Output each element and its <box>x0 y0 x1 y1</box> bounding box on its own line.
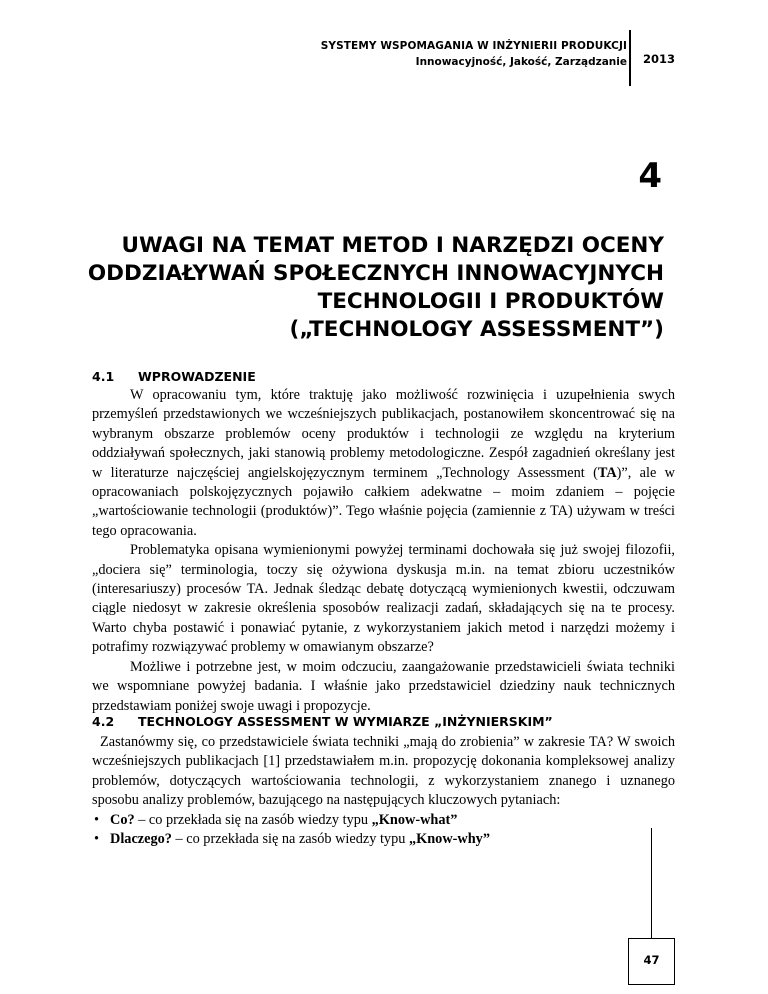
knowledge-type: „Know-why” <box>408 831 490 848</box>
section-heading-introduction <box>92 369 256 385</box>
chapter-title <box>44 232 664 344</box>
journal-subtitle: Innowacyjność, Jakość, Zarządzanie <box>415 56 627 68</box>
paragraph-text: W opracowaniu tym, które traktuję jako możliwość rozwinięcia i uzupełnienia swych przemyśleń przedstawionych we wcześniejszych publikacjach, postanowiłem skoncentrować się na wybranym obszarze problemów oceny produktów i technologii ze względu na kryterium oddziaływań społecznych, jaki stanowią problemy metodologiczne. Zespół zagadnień określany jest w literaturze najczęściej angielskojęzycznym terminem „Technology Assessment ( <box>92 387 675 481</box>
list-item <box>92 830 675 849</box>
running-header <box>321 38 627 70</box>
chapter-title-line: („TECHNOLOGY ASSESSMENT”) <box>289 317 664 342</box>
section-body-introduction <box>92 386 675 716</box>
footer-divider <box>651 828 652 938</box>
chapter-title-line: ODDZIAŁYWAŃ SPOŁECZNYCH INNOWACYJNYCH <box>87 261 664 286</box>
question-label: Dlaczego? <box>110 831 172 848</box>
bullet-icon: • <box>94 831 100 848</box>
journal-title: SYSTEMY WSPOMAGANIA W INŻYNIERII PRODUKCJI <box>320 40 627 52</box>
section-title: TECHNOLOGY ASSESSMENT W WYMIARZE „INŻYNIERSKIM” <box>138 714 553 729</box>
list-item-text: – co przekłada się na zasób wiedzy typu <box>134 811 372 828</box>
section-title: WPROWADZENIE <box>138 369 256 384</box>
page-number: 47 <box>643 953 660 967</box>
chapter-title-line: TECHNOLOGII I PRODUKTÓW <box>317 289 664 314</box>
section-number: 4.1 <box>92 369 115 384</box>
paragraph-text: )”, ale w opracowaniach polskojęzycznych pojawiło całkiem adekwatne – moim zdaniem – pojęcie „wartościowanie technologii (produktów)”. Tego właśnie pojęcia (zamiennie z TA) używam w treści tego opracowania. <box>92 464 675 539</box>
header-divider <box>629 30 631 86</box>
paragraph: Problematyka opisana wymienionymi powyżej terminami dochowała się już swojej filozofii, „dociera się” terminologia, toczy się ożywiona dyskusja m.in. na temat zbioru uczestników (interesariuszy) procesów TA. Jednak śledząc debatę dotyczącą wymienionych kwestii, odczuwam ciągle niedosyt w zakresie określenia sposobów realizacji zadań, składających się na te procesy. Warto chyba postawić i ponawiać pytanie, z wykorzystaniem jakich metod i narzędzi możemy i potrafimy rozwiązywać problemy w omawianym obszarze? <box>92 542 675 656</box>
paragraph: Zastanówmy się, co przedstawiciele świata techniki „mają do zrobienia” w zakresie TA? W swoich wcześniejszych publikacjach [1] przedstawiałem m.in. propozycję dokonania kompleksowej analizy problemów, dotyczących wartościowania technologii, z wykorzystaniem znanego i uznanego sposobu analizy problemów, bazującego na następujących kluczowych pytaniach: <box>92 734 675 809</box>
list-item <box>92 811 675 830</box>
section-number: 4.2 <box>92 714 115 729</box>
paragraph <box>92 386 675 541</box>
knowledge-type: „Know-what” <box>371 811 458 828</box>
section-body-technology-assessment <box>92 733 675 849</box>
chapter-title-line: UWAGI NA TEMAT METOD I NARZĘDZI OCENY <box>121 233 664 258</box>
question-label: Co? <box>110 811 135 828</box>
paragraph: Możliwe i potrzebne jest, w moim odczuciu, zaangażowanie przedstawicieli świata techniki we wspomniane powyżej badania. I właśnie jako przedstawiciel dziedziny nauk technicznych przedstawiam poniżej swoje uwagi i propozycje. <box>92 658 675 714</box>
list-item-text: – co przekłada się na zasób wiedzy typu <box>171 831 409 848</box>
chapter-number: 4 <box>638 156 662 196</box>
section-heading-technology-assessment <box>92 714 553 730</box>
key-questions-list <box>92 811 675 850</box>
publication-year: 2013 <box>643 52 676 66</box>
abbreviation: TA <box>597 464 617 481</box>
bullet-icon: • <box>94 811 100 828</box>
